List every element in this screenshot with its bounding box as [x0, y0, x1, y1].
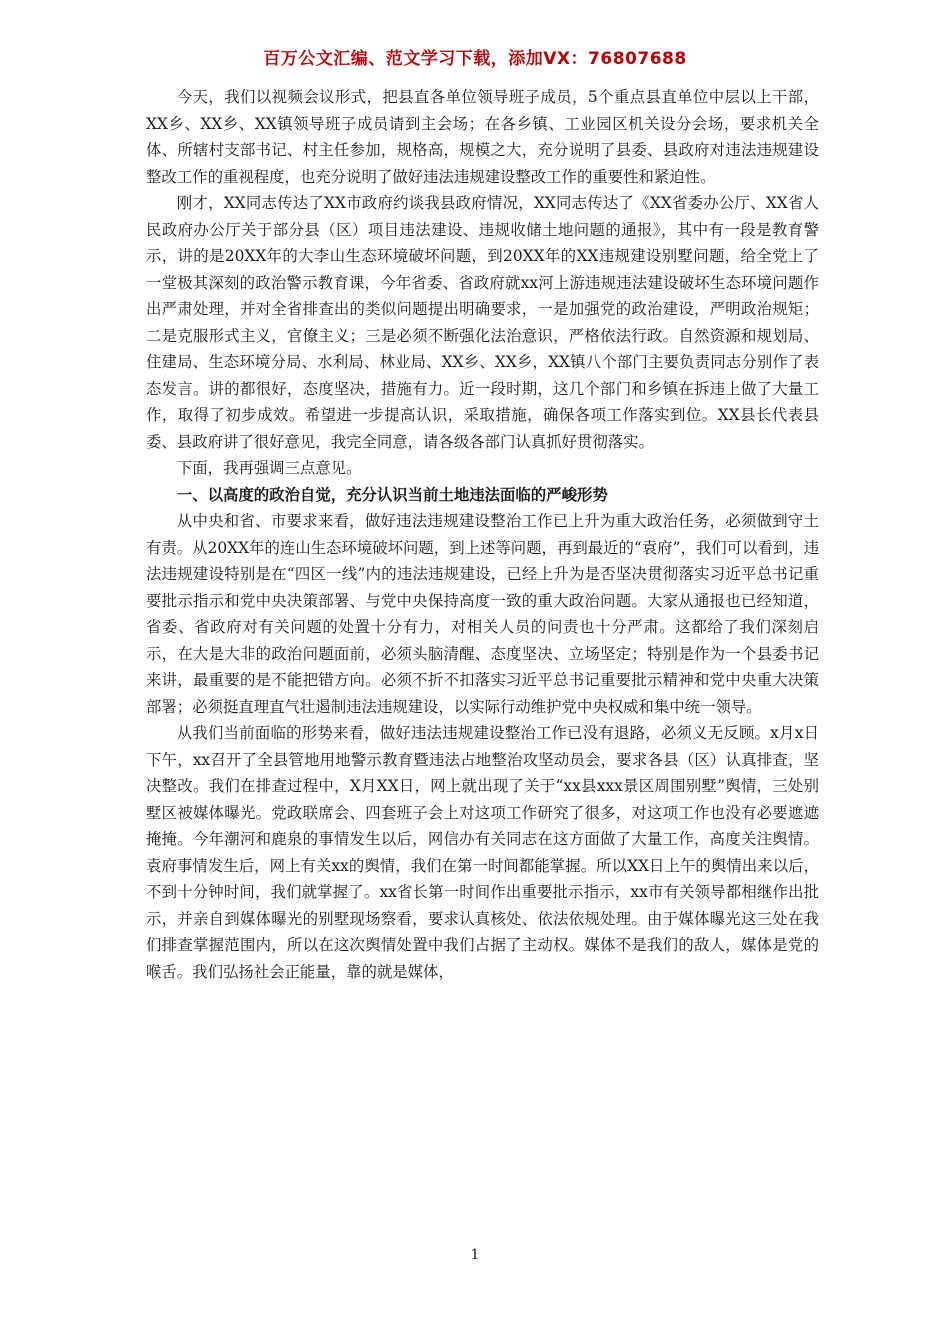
document-body [146, 84, 819, 985]
paragraph-review: 刚才，XX同志传达了XX市政府约谈我县政府情况，XX同志传达了《XX省委办公厅、XX省人民政府办公厅关于部分县（区）项目违法建设、违规收储土地问题的通报》，其中有一段是教育警示，讲的是20XX年的大李山生态环境破坏问题，到20XX年的XX违规建设别墅问题，给全党上了一堂极其深刻的政治警示教育课，今年省委、省政府就xx河上游违规违法建设破坏生态环境问题作出严肃处理，并对全省排查出的类似问题提出明确要求，一是加强党的政治建设，严明政治规矩；二是克服形式主义，官僚主义；三是必须不断强化法治意识，严格依法行政。自然资源和规划局、住建局、生态环境分局、水利局、林业局、XX乡、XX乡，XX镇八个部门主要负责同志分别作了表态发言。讲的都很好，态度坚决，措施有力。近一段时期，这几个部门和乡镇在拆违上做了大量工作，取得了初步成效。希望进一步提高认识，采取措施，确保各项工作落实到位。XX县长代表县委、县政府讲了很好意见，我完全同意，请各级各部门认真抓好贯彻落实。 [146, 194, 819, 451]
page-number: 1 [470, 1247, 480, 1263]
paragraph-situation: 从我们当前面临的形势来看，做好违法违规建设整治工作已没有退路，必须义无反顾。x月x日下午，xx召开了全县管地用地警示教育暨违法占地整治攻坚动员会，要求各县（区）认真排查，坚决整改。我们在排查过程中，X月XX日，网上就出现了关于“xx县xxx景区周围别墅”舆情，三处别墅区被媒体曝光。党政联席会、四套班子会上对这项工作研究了很多，对这项工作也没有必要遮遮掩掩。今年潮河和鹿泉的事情发生以后，网信办有关同志在这方面做了大量工作，高度关注舆情。袁府事情发生后，网上有关xx的舆情，我们在第一时间都能掌握。所以XX日上午的舆情出来以后，不到十分钟时间，我们就掌握了。xx省长第一时间作出重要批示指示，xx市有关领导都相继作出批示，并亲自到媒体曝光的别墅现场察看，要求认真核处、依法依规处理。由于媒体曝光这三处在我们排查掌握范围内，所以在这次舆情处置中我们占据了主动权。媒体不是我们的敌人，媒体是党的喉舌。我们弘扬社会正能量，靠的就是媒体， [146, 724, 819, 981]
download-banner: 百万公文汇编、范文学习下载，添加VX：76807688 [263, 49, 687, 69]
paragraph-transition: 下面，我再强调三点意见。 [176, 459, 362, 477]
section-heading-1: 一、以高度的政治自觉，充分认识当前土地违法面临的严峻形势 [176, 485, 608, 504]
paragraph-requirements: 从中央和省、市要求来看，做好违法违规建设整治工作已上升为重大政治任务，必须做到守土有责。从20XX年的连山生态环境破坏问题，到上述等问题，再到最近的“袁府”，我们可以看到，违法违规建设特别是在“四区一线”内的违法违规建设，已经上升为是否坚决贯彻落实习近平总书记重要批示指示和党中央决策部署、与党中央保持高度一致的重大政治问题。大家从通报也已经知道，省委、省政府对有关问题的处置十分有力，对相关人员的问责也十分严肃。这都给了我们深刻启示，在大是大非的政治问题面前，必须头脑清醒、态度坚决、立场坚定；特别是作为一个县委书记来讲，最重要的是不能把错方向。必须不折不扣落实习近平总书记重要批示精神和党中央重大决策部署；必须挺直理直气壮遏制违法违规建设，以实际行动维护党中央权威和集中统一领导。 [146, 512, 819, 716]
paragraph-opening: 今天，我们以视频会议形式，把县直各单位领导班子成员，5个重点县直单位中层以上干部，XX乡、XX乡、XX镇领导班子成员请到主会场；在各乡镇、工业园区机关设分会场，要求机关全体、所辖村支部书记、村主任参加，规格高，规模之大，充分说明了县委、县政府对违法违规建设整改工作的重视程度，也充分说明了做好违法违规建设整改工作的重要性和紧迫性。 [146, 88, 819, 186]
